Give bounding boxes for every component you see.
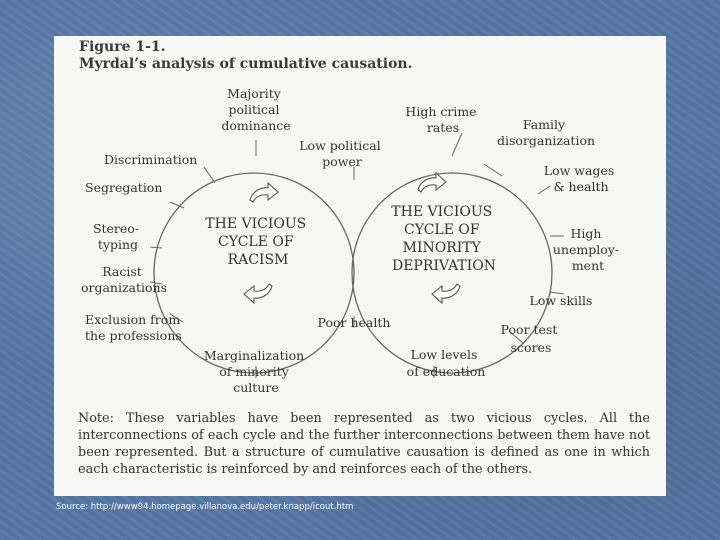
racism-top-arrow-icon (250, 183, 278, 202)
figure-title: Myrdal’s analysis of cumulative causation. (79, 56, 413, 72)
node-discrimination: Discrimination (104, 152, 198, 167)
figure-number: Figure 1-1. (79, 39, 166, 55)
node-low-skills: Low skills (529, 293, 593, 308)
node-marginalization-minority-culture: Marginalization of minority culture (203, 348, 305, 395)
node-low-wages-health: Low wages & health (543, 163, 615, 194)
node-poor-health: Poor health (317, 315, 391, 330)
racism-cycle-title: THE VICIOUS CYCLE OF RACISM (205, 216, 307, 268)
node-majority-political-dominance: Majority political dominance (221, 86, 291, 133)
racism-cycle-circle (154, 173, 354, 373)
node-low-levels-of-education: Low levels of education (406, 347, 486, 379)
deprivation-top-arrow-icon (418, 173, 446, 192)
figure-panel (54, 36, 666, 496)
node-racist-organizations: Racist organizations (80, 264, 168, 295)
node-high-unemployment: High unemploy- ment (552, 226, 620, 273)
cumulative-causation-diagram (54, 36, 666, 406)
node-poor-test-scores: Poor test scores (500, 322, 558, 355)
cycle-tick-marks (150, 133, 564, 378)
deprivation-bottom-arrow-icon (432, 284, 460, 303)
node-stereotyping: Stereo- typing (92, 221, 140, 252)
node-family-disorganization: Family disorganization (496, 117, 596, 148)
node-segregation: Segregation (85, 180, 163, 195)
racism-bottom-arrow-icon (244, 284, 272, 303)
node-high-crime-rates: High crime rates (405, 104, 477, 135)
figure-note: Note: These variables have been represented as two vicious cycles. All the interconnections of each cycle and the further interconnections between them have not been represented. But a structure of cumulative causation is defined as one in which each characteristic is reinforced by and reinforces each of the others. (78, 411, 650, 477)
node-low-political-power: Low political power (299, 138, 381, 169)
deprivation-cycle-title: THE VICIOUS CYCLE OF MINORITY DEPRIVATION (391, 204, 497, 274)
source-caption: Source: http://www94.homepage.villanova.edu/peter.knapp/icout.htm (56, 502, 354, 512)
node-exclusion-from-professions: Exclusion from the professions (85, 312, 182, 343)
